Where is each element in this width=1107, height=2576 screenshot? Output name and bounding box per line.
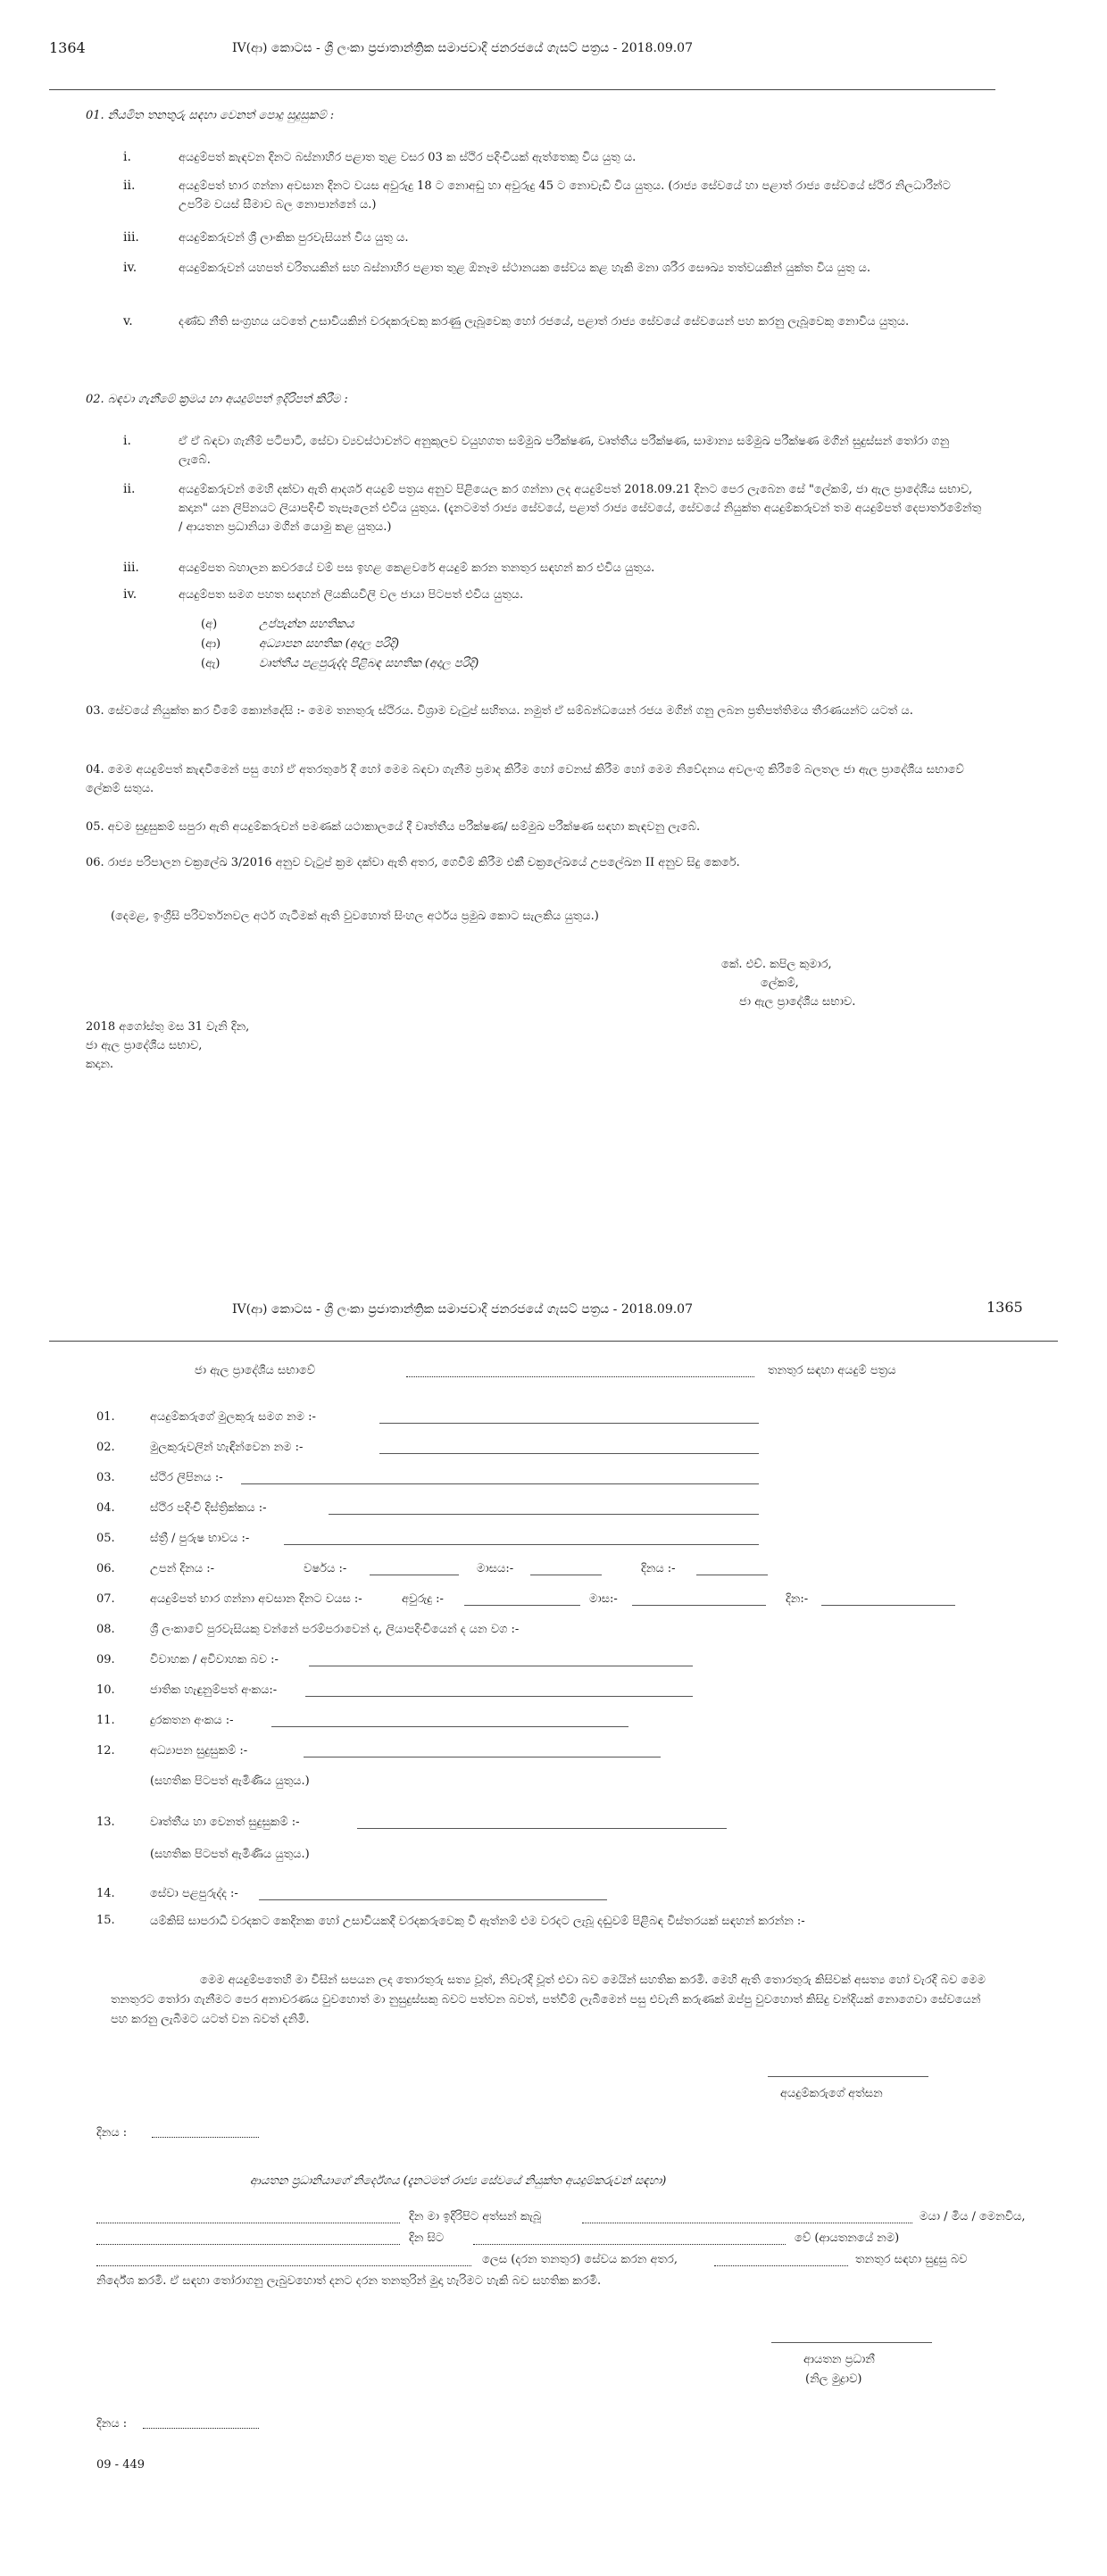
head-recommendation-title: ආයතන ප්‍රධානියාගේ නිර්දේශය (දැනටමත් රාජ්‍ය සේවයේ නියුක්ත අයදුම්කරුවන් සඳහා) xyxy=(250,2174,667,2188)
job-code: 09 - 449 xyxy=(96,2458,146,2472)
field-num: 07. xyxy=(96,1592,115,1606)
s02-sub-mark: (අ) xyxy=(201,618,218,631)
rec-line2-b: වේ (ආයතනයේ නම) xyxy=(795,2231,900,2245)
section-03: 03. සේවයේ නියුක්ත කර වීමේ කොන්දේසි :- මෙම තනතුරු ස්ථිරය. විශ්‍රාම වැටුප් සහිතය. නමුත් ඒ සම්බන්ධයෙන් රජය මගින් ගනු ලබන ප්‍රතිපත්තිමය තීරණයන්ට යටත් ය. xyxy=(86,704,913,718)
dob-year-label: වර්ෂය :- xyxy=(304,1562,347,1575)
field-num: 05. xyxy=(96,1532,115,1545)
date-label: දිනය : xyxy=(96,2126,128,2140)
field-num: 03. xyxy=(96,1471,115,1484)
dob-month-label: මාසය:- xyxy=(477,1562,514,1575)
field-input-line[interactable] xyxy=(305,1685,693,1697)
field-input-line[interactable] xyxy=(304,1746,661,1757)
notice-office: ජා ඇල ප්‍රාදේශීය සභාව, xyxy=(86,1039,203,1052)
dob-day-input[interactable] xyxy=(696,1564,768,1575)
section-06: 06. රාජ්‍ය පරිපාලන චක්‍රලේඛ 3/2016 අනුව වැටුප් ක්‍රම දක්වා ඇති අතර, ගෙවීම් කිරීම එකී චක්‍රලේඛයේ උපලේඛන II අනුව සිදු කෙරේ. xyxy=(86,856,740,869)
field-label: අයදුම්පත් භාර ගන්නා අවසාන දිනට වයස :- xyxy=(150,1592,362,1606)
s02-sub-mark: (ආ) xyxy=(201,637,221,651)
age-months-label: මාස:- xyxy=(589,1592,618,1606)
field-label: යම්කිසි සාපරාධී වරදකට කෙදිනක හෝ උසාවියකදී වරදකරුවෙකු වී ඇත්නම් එම වරදට ලැබූ දඬුවම් පිළිබඳ විස්තරයක් සඳහන් කරන්න :- xyxy=(150,1915,805,1928)
rec-line2-a: දින සිට xyxy=(409,2231,445,2245)
rec-line1-a: දින මා ඉදිරිපිට අත්සන් කැබූ xyxy=(409,2210,542,2223)
field-input-line[interactable] xyxy=(271,1716,628,1727)
field-label: ජාතික හැඳුනුම්පත් අංකය:- xyxy=(150,1683,278,1697)
field-label: ස්ථිර ලිපිනය :- xyxy=(150,1471,223,1484)
rec-line3-b: තනතුර සඳහා සුදුසු බව xyxy=(855,2253,968,2266)
dob-year-input[interactable] xyxy=(370,1564,459,1575)
translation-note: (දෙමළ, ඉංග්‍රීසි පරිවර්තනවල අර්ථ ගැටීමක් ඇති වුවහොත් සිංහල අර්ථය ප්‍රමුඛ කොට සැලකිය යුතුය.) xyxy=(111,910,599,923)
gazette-header-bottom: IV(ආ) කොටස - ශ්‍රී ලංකා ප්‍රජාතාන්ත්‍රික සමාජවාදී ජනරජයේ ගැසට් පත්‍රය - 2018.09.07 xyxy=(232,1302,693,1317)
field-input-line[interactable] xyxy=(379,1442,759,1454)
dob-month-input[interactable] xyxy=(530,1564,602,1575)
field-input-line[interactable] xyxy=(259,1889,607,1900)
rec-institution-input[interactable] xyxy=(473,2233,786,2245)
applicant-sign-label: අයදුම්කරුගේ අත්සන xyxy=(780,2087,883,2100)
field-num: 12. xyxy=(96,1744,115,1757)
s02-item-text: අයදුම්කරුවන් මෙහි දක්වා ඇති ආදර්ශ අයදුම් පත්‍රය අනුව පිළියෙල කර ගන්නා ලද අයදුම්පත් 2018.09.21 දිනට පෙර ලැබෙන සේ "ලේකම්, ජා ඇල ප්‍රාදේශීය සභාව, කදාන" යන ලිපිනයට ලියාපදිංචි තැපෑලෙන් එවිය යුතුය. (දැනටමත් රාජ්‍ය සේවයේ, පළාත් රාජ්‍ය සේවයේ, සේවයේ නියුක්ත අයදුම්කරුවන් තම අයදුම්පත් දෙපාර්තමේන්තු / ආයතන ප්‍රධානියා මගින් යොමු කළ යුතුය.) xyxy=(179,483,982,534)
age-years-label: අවුරුදු :- xyxy=(402,1592,444,1606)
field-input-line[interactable] xyxy=(379,1412,759,1424)
s02-sub-mark: (ඇ) xyxy=(201,657,221,670)
declaration-text: මෙම අයදුම්පතෙහි මා විසින් සපයන ලද තොරතුරු සත්‍ය වූත්, නිවැරදි වූත් එවා බව මෙයින් සහතික කරමි. මෙහි ඇති තොරතුරු කිසිවක් අසත්‍ය හෝ වැරදි බව මෙම තනතුරට තෝරා ගැනීමට පෙර අනාවරණය වුවහොත් මා නුසුදුස්සකු බවට පත්වන බවත්, පත්වීම් ලැබීමෙන් පසු එවැනි කරුණක් ඔප්පු වුවහොත් කිසිදු වන්දියක් නොගෙවා සේවයෙන් පහ කරනු ලැබීමට යටත් වන බවත් දනිමි. xyxy=(111,1974,986,2026)
page-number-left: 1364 xyxy=(49,39,86,56)
s01-item-num: iii. xyxy=(123,230,139,245)
field-input-line[interactable] xyxy=(329,1503,759,1515)
s02-sub-text: අධ්‍යාපන සහතික (අදාල පරිදි) xyxy=(259,637,400,651)
notice-town: කදාන. xyxy=(86,1058,114,1071)
field-label: විවාහක / අවිවාහක බව :- xyxy=(150,1653,279,1666)
rec-date-input[interactable] xyxy=(96,2212,400,2223)
rec-since-input[interactable] xyxy=(96,2233,400,2245)
section-05: 05. අවම සුදුසුකම් සපුරා ඇති අයදුම්කරුවන් පමණක් යථාකාලයේ දී වෘත්තීය පරීක්ෂණ/ සම්මුඛ පරීක්ෂණ සඳහා කැඳවනු ලැබේ. xyxy=(86,820,701,834)
dob-day-label: දිනය :- xyxy=(641,1562,676,1575)
s01-item-text: අයදුම්පත් භාර ගන්නා අවසාන දිනට වයස අවුරුදු 18 ට නොඅඩු හා අවුරුදු 45 ට නොවැඩි විය යුතුය. (රාජ්‍ය සේවයේ හා පළාත් රාජ්‍ය සේවයේ ස්ථිර නිලධාරීන්ට උපරිම වයස් සීමාව බල නොපාන්නේ ය.) xyxy=(179,179,951,212)
header-rule-2 xyxy=(49,1341,1058,1342)
field-num: 02. xyxy=(96,1441,115,1454)
cert-note: (සහතික පිටපත් ඇමිණිය යුතුය.) xyxy=(150,1848,310,1861)
date-input[interactable] xyxy=(152,2126,259,2138)
field-label: ශ්‍රී ලංකාවේ පුරවැසියකු වන්නේ පරම්පරාවෙන් ද, ලියාපදිංචියෙන් ද යන වග :- xyxy=(150,1623,520,1636)
field-input-line[interactable] xyxy=(357,1817,727,1829)
section-02-title: 02. බඳවා ගැනීමේ ක්‍රමය හා අයදුම්පත් ඉදිරිපත් කිරීම : xyxy=(86,393,348,406)
signatory-name: කේ. එච්. කපිල කුමාර, xyxy=(721,958,832,971)
rec-post-input[interactable] xyxy=(96,2255,471,2266)
head-sign-label: ආයතන ප්‍රධානී xyxy=(803,2353,875,2366)
field-num: 04. xyxy=(96,1501,115,1515)
field-num: 01. xyxy=(96,1410,115,1424)
page-number-right: 1365 xyxy=(986,1299,1023,1316)
rec-line1-b: මයා / මිය / මෙනවිය, xyxy=(920,2210,1026,2223)
s01-item-text: අයදුම්කරුවන් ශ්‍රී ලාංකික පුරවැසියන් විය යුතු ය. xyxy=(179,231,409,245)
section-04: 04. මෙම අයදුම්පත් කැඳවීමෙන් පසු හෝ ඒ අතරතුරේ දී හෝ මෙම බඳවා ගැනීම ප්‍රමාද කිරීම හෝ වෙනස් කිරීම හෝ මෙම නිවේදනය අවලංගු කිරීමේ බලතල ජා ඇල ප්‍රාදේශීය සභාවේ ලේකම් සතුය. xyxy=(86,763,964,795)
s02-item-text: අයදුම්පත සමග පහත සඳහන් ලියකියවිලි වල ජායා පිටපත් එවිය යුතුය. xyxy=(179,588,524,602)
s02-item-num: i. xyxy=(123,434,131,448)
field-num: 06. xyxy=(96,1562,115,1575)
signatory-block xyxy=(721,955,989,1011)
field-num: 11. xyxy=(96,1714,115,1727)
field-num: 14. xyxy=(96,1887,115,1900)
field-label: ස්ථිර පදිංචි දිස්ත්‍රික්කය :- xyxy=(150,1501,267,1515)
s02-item-num: ii. xyxy=(123,482,136,496)
applicant-sign-line[interactable] xyxy=(768,2065,928,2077)
field-num: 08. xyxy=(96,1623,115,1636)
s01-item-num: i. xyxy=(123,150,131,164)
field-label: අධ්‍යාපන සුදුසුකම් :- xyxy=(150,1744,248,1757)
field-label: වෘත්තීය හා වෙනත් සුදුසුකම් :- xyxy=(150,1816,300,1829)
s02-item-text: ඒ ඒ බඳවා ගැනීම් පටිපාටි, සේවා ව්‍යවස්ථාවන්ට අනුකූලව වයුහගත සම්මුඛ පරීක්ෂණ, වෘත්තීය පරීක්ෂණ, සාමාන්‍ය සම්මුඛ පරීක්ෂණ මගින් සුදුස්සන් තෝරා ගනු ලැබේ. xyxy=(179,435,950,467)
s01-item-num: iv. xyxy=(123,261,137,275)
age-days-label: දින:- xyxy=(786,1592,809,1606)
field-label: දුරකතන අංකය :- xyxy=(150,1714,234,1727)
post-name-blank xyxy=(406,1366,754,1377)
form-title-right: තනතුර සඳහා අයදුම් පත්‍රය xyxy=(768,1364,896,1377)
section-01-title: 01. නියමිත තනතුරු සඳහා වෙනත් පොදු සුදුසුකම් : xyxy=(86,109,335,122)
cert-note: (සහතික පිටපත් ඇමිණිය යුතුය.) xyxy=(150,1774,310,1788)
date-place-block xyxy=(86,1018,443,1074)
official-seal-label: (නිල මුද්‍රාව) xyxy=(805,2372,862,2386)
head-sign-line[interactable] xyxy=(771,2331,932,2343)
rec-line4: නිර්දේශ කරමි. ඒ සඳහා තෝරාගනු ලැබුවහොත් දනට දරන තනතුරින් මුදා හැරිමට හැකි බව සහතික කරමි. xyxy=(96,2274,602,2288)
field-num: 15. xyxy=(96,1914,115,1927)
s01-item-text: දණ්ඩ නීති සංග්‍රහය යටතේ උසාවියකින් වරදකරුවකු කරණු ලැබූවෙකු හෝ රජයේ, පළාත් රාජ්‍ය සේවයේ සේවයෙන් පහ කරනු ලැබූවෙකු නොවිය යුතුය. xyxy=(179,315,910,328)
form-title-left: ජා ඇල ප්‍රාදේශීය සභාවේ xyxy=(195,1364,316,1377)
rec-name-input[interactable] xyxy=(582,2212,912,2223)
field-label: උපන් දිනය :- xyxy=(150,1562,214,1575)
age-days-input[interactable] xyxy=(821,1594,955,1606)
s02-sub-text: වෘත්තීය පළපුරුද්ද පිළිබඳ සහතික (අදාල පරිදි) xyxy=(259,657,479,670)
gazette-header-top: IV(ආ) කොටස - ශ්‍රී ලංකා ප්‍රජාතාන්ත්‍රික සමාජවාදී ජනරජයේ ගැසට් පත්‍රය - 2018.09.07 xyxy=(232,41,693,55)
rec-line3-a: ලෙස (දරන තනතුර) සේවය කරන අතර, xyxy=(482,2253,678,2266)
s02-item-text: අයදුම්පත බහාලන කවරයේ වම් පස ඉහළ කෙළවරේ අයදුම් කරන තනතුර සඳහන් කර එවිය යුතුය. xyxy=(179,561,655,575)
notice-date: 2018 අගෝස්තු මස 31 වැනි දින, xyxy=(86,1020,250,1034)
field-input-line[interactable] xyxy=(284,1533,759,1545)
s01-item-text: අයදුම්පත් කැඳවන දිනට බස්නාහිර පළාත තුළ වසර 03 ක ස්ථිර පදිංචියක් ඇත්තෙකු විය යුතු ය. xyxy=(179,151,637,164)
date-input-2[interactable] xyxy=(143,2417,259,2429)
field-input-line[interactable] xyxy=(241,1473,759,1484)
s01-item-num: ii. xyxy=(123,179,136,193)
signatory-office: ජා ඇල ප්‍රාදේශීය සභාව. xyxy=(739,995,856,1009)
field-label: ස්ත්‍රී / පුරුෂ භාවය :- xyxy=(150,1532,250,1545)
field-num: 13. xyxy=(96,1816,115,1829)
field-num: 09. xyxy=(96,1653,115,1666)
rec-target-post-input[interactable] xyxy=(714,2255,848,2266)
field-label: අයදුම්කරුගේ මුලකුරු සමග නම :- xyxy=(150,1410,316,1424)
age-months-input[interactable] xyxy=(632,1594,766,1606)
s02-item-num: iv. xyxy=(123,587,137,602)
s01-item-num: v. xyxy=(123,314,133,328)
signatory-title: ලේකම්, xyxy=(761,976,799,990)
field-label: මුලකුරුවලින් හැඳින්වෙන නම :- xyxy=(150,1441,304,1454)
header-rule xyxy=(49,89,995,90)
s01-item-text: අයදුම්කරුවන් යහපත් චරිතයකින් සහ බස්නාහිර පළාත තුළ ඕනෑම ස්ථානයක සේවය කළ හැකි මනා ශරීර සෞඛ්‍ය තත්වයකින් යුක්ත විය යුතු ය. xyxy=(179,262,871,275)
age-years-input[interactable] xyxy=(464,1594,580,1606)
field-input-line[interactable] xyxy=(309,1655,693,1666)
field-num: 10. xyxy=(96,1683,115,1697)
field-label: සේවා පළපුරුද්ද :- xyxy=(150,1887,238,1900)
date-label-2: දිනය : xyxy=(96,2417,128,2431)
s02-sub-text: උප්පැන්න සහතිකය xyxy=(259,618,354,631)
s02-item-num: iii. xyxy=(123,561,139,575)
